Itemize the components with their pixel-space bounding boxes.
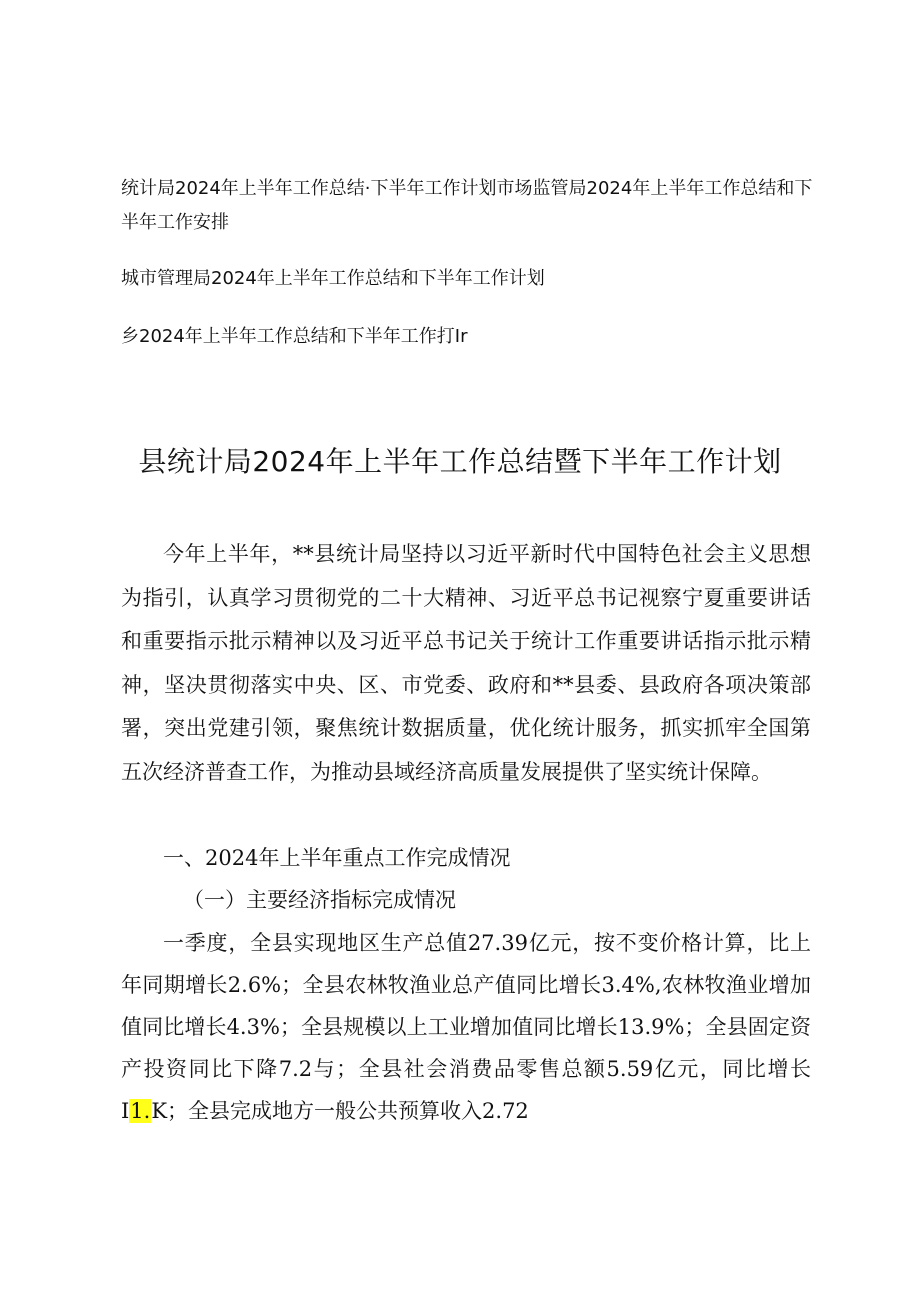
subsection-heading: （一）主要经济指标完成情况 [183, 888, 456, 912]
indicators-text-end: K；全县完成地方一般公共预算收入2.72 [151, 1099, 529, 1123]
indicators-paragraph [121, 922, 811, 1132]
toc-entry-1: 统计局2024年上半年工作总结·下半年工作计划市场监管局2024年上半年工作总结和下半年工作安排 [121, 178, 813, 233]
intro-paragraph: 今年上半年，**县统计局坚持以习近平新时代中国特色社会主义思想为指引，认真学习贯彻党的二十大精神、习近平总书记视察宁夏重要讲话和重要指示批示精神以及习近平总书记关于统计工作重要讲话指示批示精神，坚决贯彻落实中央、区、市党委、政府和**县委、县政府各项决策部署，突出党建引领，聚焦统计数据质量，优化统计服务，抓实抓牢全国第五次经济普查工作，为推动县域经济高质量发展提供了坚实统计保障。 [121, 542, 811, 784]
toc-entry-2: 城市管理局2024年上半年工作总结和下半年工作计划 [121, 268, 545, 289]
highlighted-text: 1. [130, 1099, 151, 1123]
section-heading: 一、2024年上半年重点工作完成情况 [163, 846, 511, 870]
indicators-text-start: 一季度，全县实现地区生产总值27.39亿元，按不变价格计算，比上年同期增长2.6%；全县农林牧渔业总产值同比增长3.4%,农林牧渔业增加值同比增长4.3%；全县规模以上工业增加值同比增长13.9%；全县固定资产投资同比下降7.2与；全县社会消费品零售总额5.59亿元，同比增长I [121, 931, 811, 1123]
document-title: 县统计局2024年上半年工作总结暨下半年工作计划 [138, 445, 782, 478]
toc-entry-3: 乡2024年上半年工作总结和下半年工作打Ir [121, 326, 468, 347]
